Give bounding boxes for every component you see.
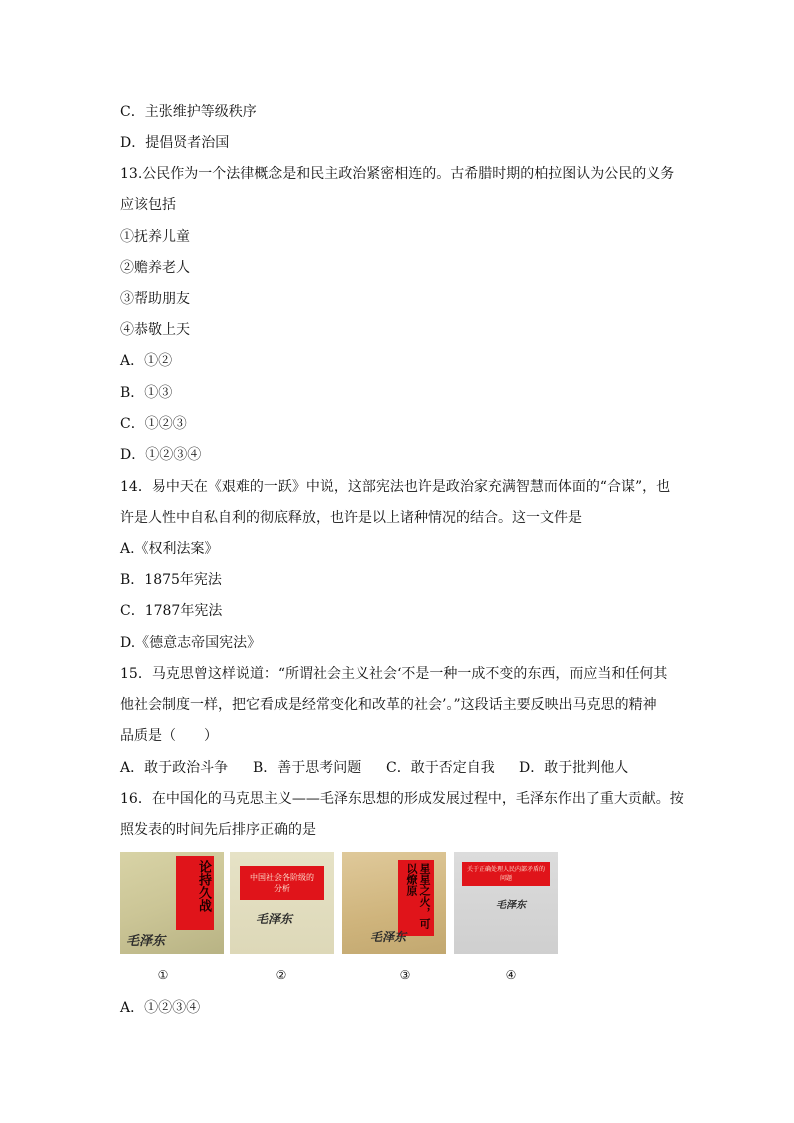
q12-option-c: C．主张维护等级秩序 xyxy=(120,104,257,120)
q15-stem-line2: 他社会制度一样，把它看成是经常变化和改革的社会’。”这段话主要反映出马克思的精神 xyxy=(120,697,657,713)
q15-options xyxy=(120,758,628,778)
q14-option-c: C．1787年宪法 xyxy=(120,603,223,619)
q13-option-c: C．①②③ xyxy=(120,416,187,432)
cover-1-title: 论持久战 xyxy=(176,856,214,930)
q13-option-a: A．①② xyxy=(120,353,173,369)
q15-stem-line1: 15．马克思曾这样说道：“所谓社会主义社会‘不是一种一成不变的东西，而应当和任何其 xyxy=(120,666,668,682)
cover-1-caption: ① xyxy=(157,968,169,982)
q16-option-a: A．①②③④ xyxy=(120,1000,201,1016)
cover-4-caption: ④ xyxy=(505,968,517,982)
q14-stem-line2: 许是人性中自私自利的彻底释放，也许是以上诸种情况的结合。这一文件是 xyxy=(120,510,582,526)
cover-3-caption: ③ xyxy=(399,968,411,982)
cover-4-title: 关于正确处理人民内部矛盾的问题 xyxy=(462,862,550,886)
q12-option-d: D．提倡贤者治国 xyxy=(120,135,230,151)
book-cover-4 xyxy=(454,852,558,954)
q13-item-4: ④恭敬上天 xyxy=(120,322,190,338)
book-cover-1 xyxy=(120,852,224,954)
cover-2-caption: ② xyxy=(275,968,287,982)
q13-stem-line2: 应该包括 xyxy=(120,197,176,213)
q14-option-b: B．1875年宪法 xyxy=(120,572,222,588)
q15-option-b: B．善于思考问题 xyxy=(253,760,362,776)
q13-item-1: ①抚养儿童 xyxy=(120,229,190,245)
q13-stem-line1: 13.公民作为一个法律概念是和民主政治紧密相连的。古希腊时期的柏拉图认为公民的义务 xyxy=(120,166,675,182)
q13-option-d: D．①②③④ xyxy=(120,447,202,463)
q16-stem-line2: 照发表的时间先后排序正确的是 xyxy=(120,822,316,838)
cover-3-signature: 毛泽东 xyxy=(370,930,407,944)
q13-item-3: ③帮助朋友 xyxy=(120,291,190,307)
q13-item-2: ②赡养老人 xyxy=(120,260,190,276)
cover-1-signature: 毛泽东 xyxy=(126,934,166,949)
cover-3-title: 星星之火，可以燎原 xyxy=(398,860,434,936)
q14-option-a: A.《权利法案》 xyxy=(120,541,219,557)
q15-stem-line3: 品质是（ ） xyxy=(120,728,218,744)
q15-option-d: D．敢于批判他人 xyxy=(519,760,629,776)
q14-stem-line1: 14．易中天在《艰难的一跃》中说，这部宪法也许是政治家充满智慧而体面的“合谋”，也 xyxy=(120,479,671,495)
book-cover-2 xyxy=(230,852,334,954)
cover-2-signature: 毛泽东 xyxy=(256,912,293,926)
cover-4-signature: 毛泽东 xyxy=(496,900,526,911)
book-cover-3 xyxy=(342,852,446,954)
q16-stem-line1: 16．在中国化的马克思主义——毛泽东思想的形成发展过程中，毛泽东作出了重大贡献。按 xyxy=(120,791,684,807)
q15-option-c: C．敢于否定自我 xyxy=(386,760,495,776)
q15-option-a: A．敢于政治斗争 xyxy=(120,760,229,776)
q14-option-d: D.《德意志帝国宪法》 xyxy=(120,635,262,651)
q13-option-b: B．①③ xyxy=(120,385,173,401)
cover-2-title: 中国社会各阶级的分析 xyxy=(240,866,324,900)
